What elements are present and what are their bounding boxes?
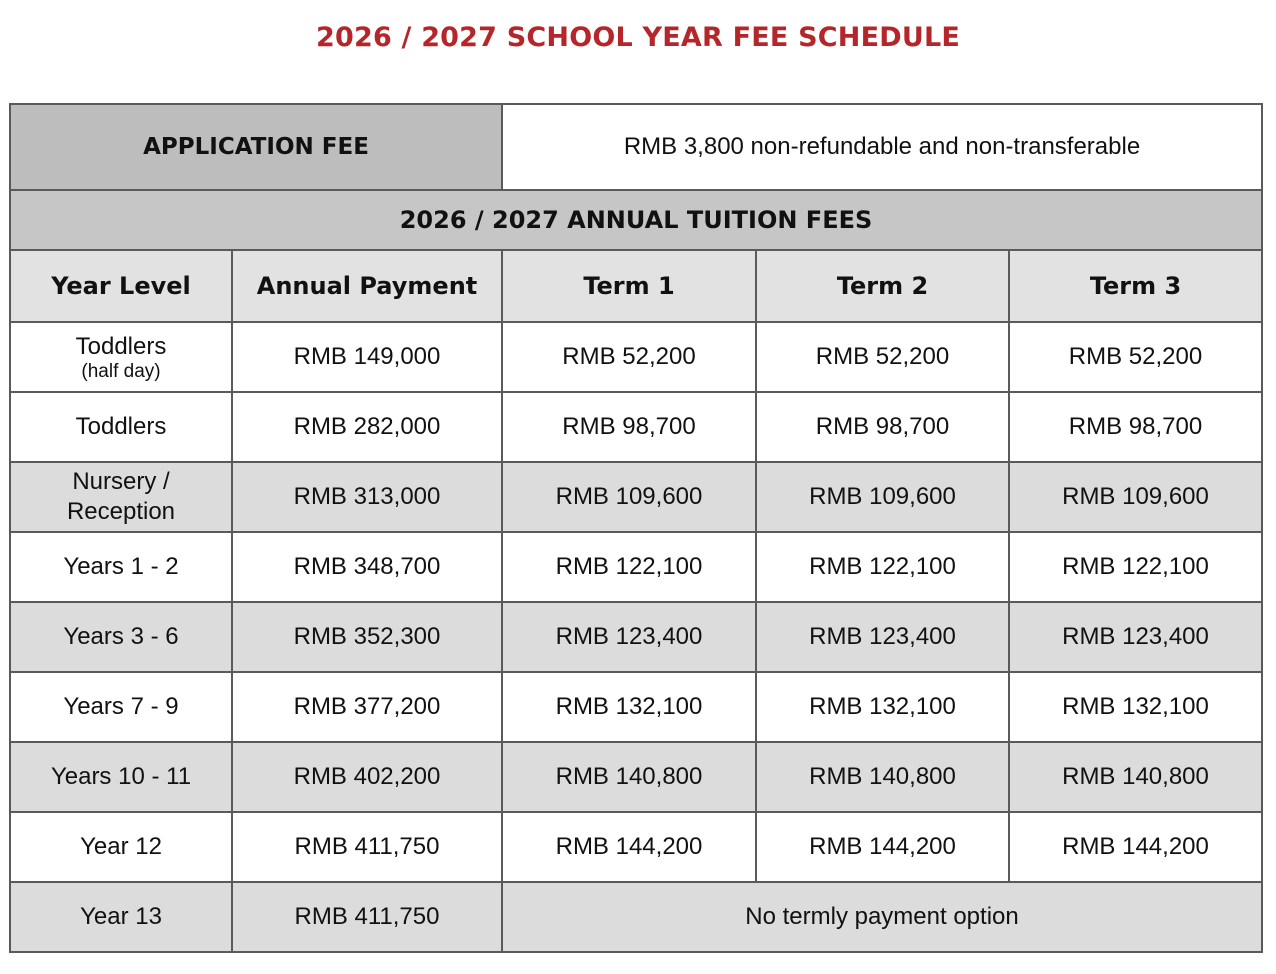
table-row — [10, 532, 1262, 602]
term-1-cell: RMB 122,100 — [502, 532, 756, 602]
section-title: 2026 / 2027 ANNUAL TUITION FEES — [10, 190, 1262, 250]
table-row — [10, 462, 1262, 532]
term-2-cell: RMB 132,100 — [756, 672, 1009, 742]
application-fee-row — [10, 104, 1262, 190]
table-row — [10, 812, 1262, 882]
table-row — [10, 602, 1262, 672]
annual-payment-cell: RMB 377,200 — [232, 672, 502, 742]
no-termly-payment-note: No termly payment option — [502, 882, 1262, 952]
term-3-cell: RMB 144,200 — [1009, 812, 1262, 882]
annual-payment-cell: RMB 348,700 — [232, 532, 502, 602]
section-header-row — [10, 190, 1262, 250]
term-1-cell: RMB 140,800 — [502, 742, 756, 812]
table-row — [10, 322, 1262, 392]
term-1-cell: RMB 109,600 — [502, 462, 756, 532]
term-3-cell: RMB 98,700 — [1009, 392, 1262, 462]
fee-schedule-table — [9, 103, 1263, 953]
annual-payment-cell: RMB 352,300 — [232, 602, 502, 672]
term-2-cell: RMB 52,200 — [756, 322, 1009, 392]
year-level-line-2: Reception — [66, 498, 176, 525]
column-header-term-3: Term 3 — [1009, 250, 1262, 322]
term-1-cell: RMB 144,200 — [502, 812, 756, 882]
year-level-cell: Years 10 - 11 — [10, 742, 232, 812]
column-header-annual-payment: Annual Payment — [232, 250, 502, 322]
term-2-cell: RMB 109,600 — [756, 462, 1009, 532]
year-level-cell — [10, 322, 232, 392]
year-level-cell: Year 13 — [10, 882, 232, 952]
term-2-cell: RMB 123,400 — [756, 602, 1009, 672]
year-level-cell: Toddlers — [10, 392, 232, 462]
page-title: 2026 / 2027 SCHOOL YEAR FEE SCHEDULE — [315, 22, 961, 53]
year-level-cell: Years 3 - 6 — [10, 602, 232, 672]
annual-payment-cell: RMB 313,000 — [232, 462, 502, 532]
term-2-cell: RMB 140,800 — [756, 742, 1009, 812]
annual-payment-cell: RMB 282,000 — [232, 392, 502, 462]
annual-payment-cell: RMB 402,200 — [232, 742, 502, 812]
year-level-cell: Years 1 - 2 — [10, 532, 232, 602]
term-1-cell: RMB 52,200 — [502, 322, 756, 392]
table-row — [10, 392, 1262, 462]
year-level-text: Toddlers — [75, 333, 167, 360]
table-row — [10, 672, 1262, 742]
annual-payment-cell: RMB 411,750 — [232, 812, 502, 882]
application-fee-value: RMB 3,800 non-refundable and non-transferable — [502, 104, 1262, 190]
term-2-cell: RMB 144,200 — [756, 812, 1009, 882]
column-header-row — [10, 250, 1262, 322]
term-2-cell: RMB 98,700 — [756, 392, 1009, 462]
term-3-cell: RMB 140,800 — [1009, 742, 1262, 812]
annual-payment-cell: RMB 411,750 — [232, 882, 502, 952]
year-level-line-1: Nursery / — [72, 468, 170, 495]
term-1-cell: RMB 123,400 — [502, 602, 756, 672]
table-row — [10, 742, 1262, 812]
term-1-cell: RMB 98,700 — [502, 392, 756, 462]
year-level-cell: Year 12 — [10, 812, 232, 882]
year-level-cell — [10, 462, 232, 532]
year-level-cell: Years 7 - 9 — [10, 672, 232, 742]
year-level-subtext: (half day) — [81, 361, 161, 382]
term-3-cell: RMB 109,600 — [1009, 462, 1262, 532]
column-header-year-level: Year Level — [10, 250, 232, 322]
table-row — [10, 882, 1262, 952]
column-header-term-1: Term 1 — [502, 250, 756, 322]
annual-payment-cell: RMB 149,000 — [232, 322, 502, 392]
term-3-cell: RMB 132,100 — [1009, 672, 1262, 742]
column-header-term-2: Term 2 — [756, 250, 1009, 322]
term-3-cell: RMB 122,100 — [1009, 532, 1262, 602]
term-1-cell: RMB 132,100 — [502, 672, 756, 742]
application-fee-label: APPLICATION FEE — [10, 104, 502, 190]
term-3-cell: RMB 123,400 — [1009, 602, 1262, 672]
term-2-cell: RMB 122,100 — [756, 532, 1009, 602]
term-3-cell: RMB 52,200 — [1009, 322, 1262, 392]
